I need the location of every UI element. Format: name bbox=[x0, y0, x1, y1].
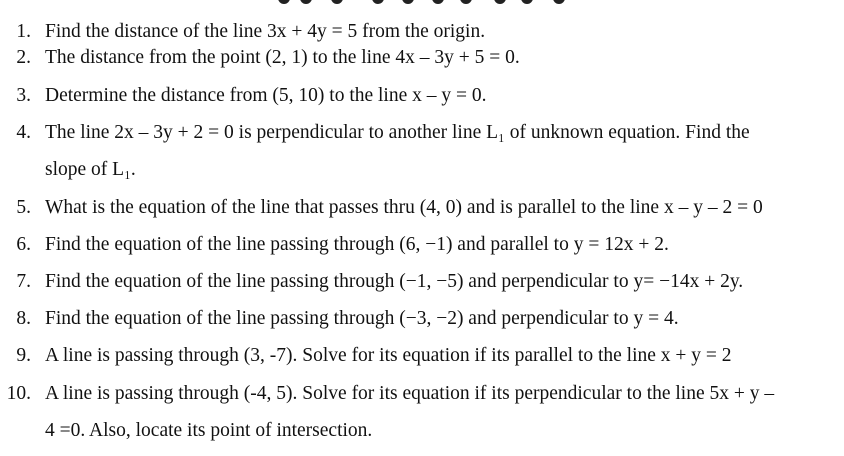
problem-number: 1. bbox=[16, 21, 31, 42]
problem-item bbox=[0, 43, 844, 73]
problem-text: Find the equation of the line passing through (6, −1) and parallel to y = 12x + 2. bbox=[45, 234, 669, 255]
problem-text: Find the equation of the line passing through (−1, −5) and perpendicular to y= −14x + 2y. bbox=[45, 271, 744, 292]
problem-text-continuation: 4 =0. Also, locate its point of intersection. bbox=[45, 420, 373, 441]
problem-number: 6. bbox=[16, 234, 31, 255]
problem-item bbox=[0, 304, 844, 334]
problem-item bbox=[0, 379, 844, 409]
problem-text: Find the distance of the line 3x + 4y = 5 from the origin. bbox=[45, 21, 486, 42]
problem-item bbox=[0, 81, 844, 111]
problem-text: Find the equation of the line passing through (−3, −2) and perpendicular to y = 4. bbox=[45, 308, 679, 329]
problem-text-continuation: slope of L₁. bbox=[45, 159, 136, 180]
problem-number: 7. bbox=[16, 271, 31, 292]
problem-number: 8. bbox=[16, 308, 31, 329]
problem-item bbox=[0, 118, 844, 148]
problem-text: The distance from the point (2, 1) to the line 4x – 3y + 5 = 0. bbox=[45, 47, 520, 68]
problem-number: 10. bbox=[6, 383, 31, 404]
problem-item bbox=[0, 230, 844, 260]
problem-number: 4. bbox=[16, 122, 31, 143]
problem-text: A line is passing through (-4, 5). Solve for its equation if its perpendicular to the line 5x + y – bbox=[45, 383, 775, 404]
problem-text: The line 2x – 3y + 2 = 0 is perpendicular to another line L₁ of unknown equation. Find the bbox=[45, 122, 750, 143]
problem-number: 3. bbox=[16, 85, 31, 106]
problem-number: 9. bbox=[16, 345, 31, 366]
problem-text: A line is passing through (3, -7). Solve for its equation if its parallel to the line x + y = 2 bbox=[45, 345, 732, 366]
problem-text: Determine the distance from (5, 10) to the line x – y = 0. bbox=[45, 85, 487, 106]
problem-item bbox=[0, 267, 844, 297]
problem-item bbox=[0, 341, 844, 371]
problem-text: What is the equation of the line that passes thru (4, 0) and is parallel to the line x – y – 2 = 0 bbox=[45, 197, 763, 218]
problem-number: 2. bbox=[16, 47, 31, 68]
problem-number: 5. bbox=[16, 197, 31, 218]
problem-item bbox=[0, 193, 844, 223]
